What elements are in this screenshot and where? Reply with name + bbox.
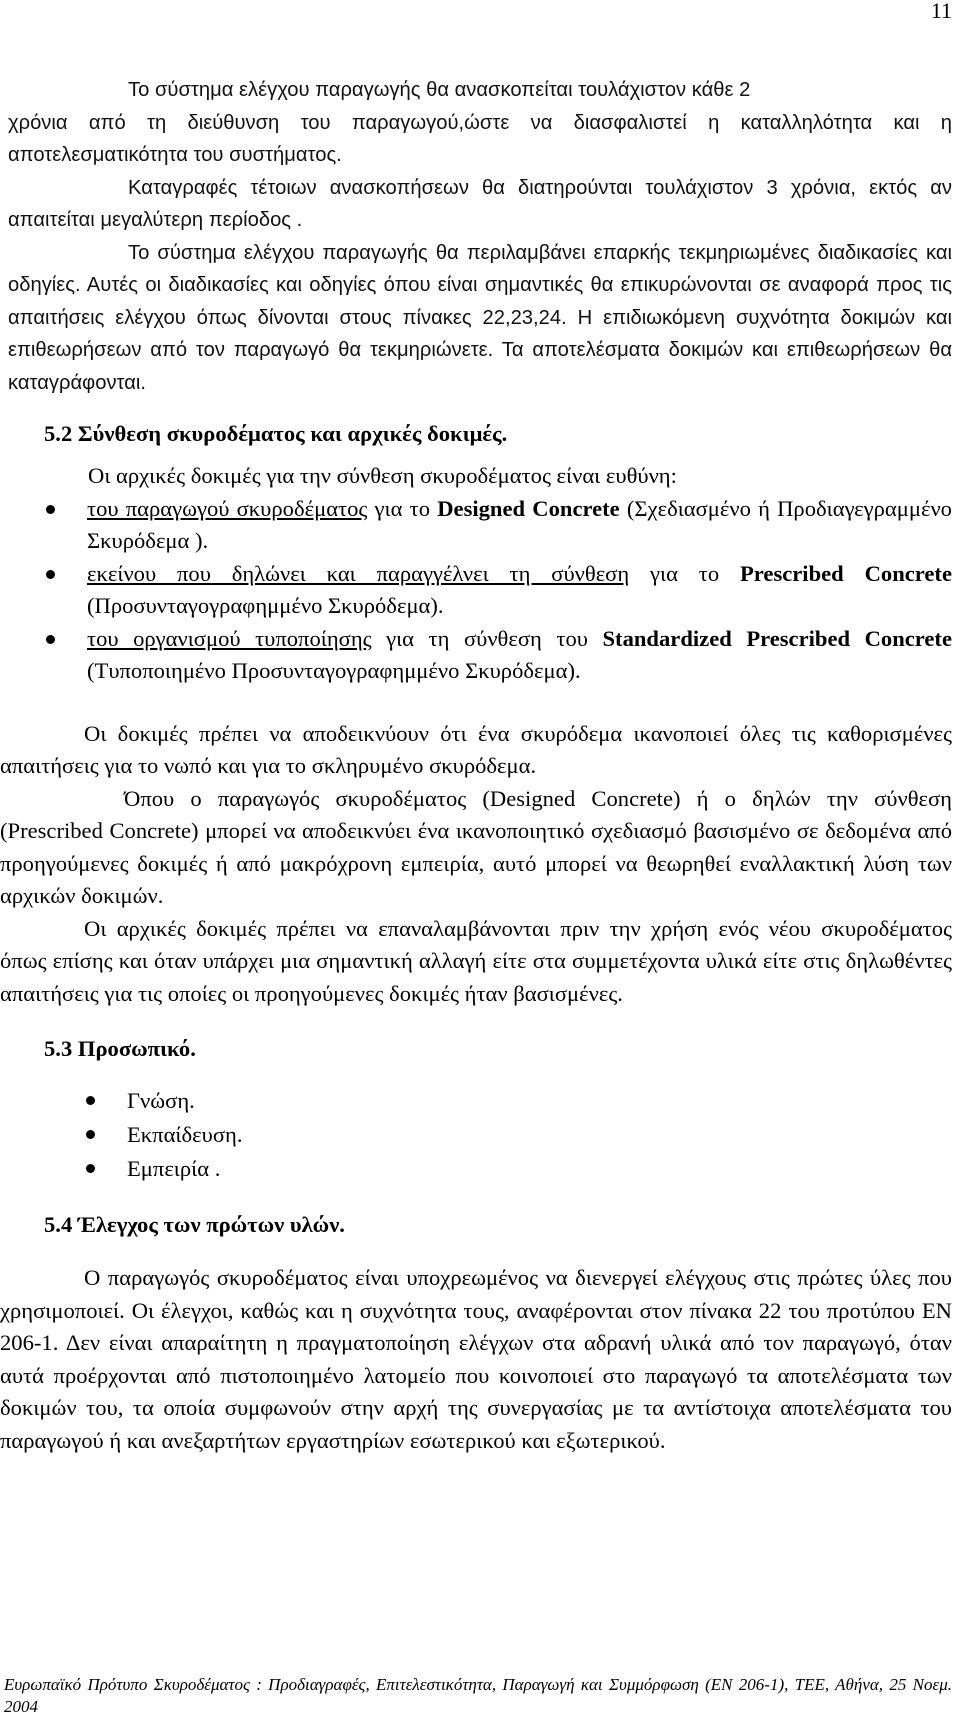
heading-5-4: 5.4 Έλεγχος των πρώτων υλών. [44,1212,345,1237]
review-first-line: Το σύστημα ελέγχου παραγωγής θα ανασκοπείται τουλάχιστον κάθε 2 [128,79,751,101]
paragraph-review [0,74,952,172]
responsible-party: του οργανισμού τυποποίησης [87,625,372,651]
responsible-party: του παραγωγού σκυροδέματος [87,495,368,521]
list-item [0,1084,952,1118]
paragraph-procedures: Το σύστημα ελέγχου παραγωγής θα περιλαμβάνει επαρκής τεκμηριωμένες διαδικασίες και οδηγίες. Αυτές οι διαδικασίες και οδηγίες όπου είναι σημαντικές θα επικυρώνονται σε αναφορά προς τις απαιτήσεις ελέγχου όπως δίνονται στους πίνακες 22,23,24. Η επιδιωκόμενη συχνότητα δοκιμών και επιθεωρήσεων από τον παραγωγό θα τεκμηριώνετε. Τα αποτελέσματα δοκιμών και επιθεωρήσεων θα καταγράφονται. [8,241,952,394]
list-item [0,1118,952,1152]
bullet-icon [86,1164,95,1173]
list-item [0,623,952,688]
concrete-type: Standardized Prescribed Concrete [602,625,952,651]
list-item-text: (Τυποποιημένο Προσυνταγογραφημμένο Σκυρόδεμα). [87,658,581,683]
list-item [0,493,952,558]
footer-citation: Ευρωπαϊκό Πρότυπο Σκυροδέματος : Προδιαγραφές, Επιτελεστικότητα, Παραγωγή και Συμμόρφωση (ΕΝ 206-1), ΤΕΕ, Αθήνα, 25 Νοεμ. 2004 [4,1675,952,1716]
list-item [0,1152,952,1186]
paragraph-tests-requirements: Οι δοκιμές πρέπει να αποδεικνύουν ότι ένα σκυρόδεμα ικανοποιεί όλες τις καθορισμένες απαιτήσεις για το νωπό και για το σκληρυμένο σκυρόδεμα. [0,720,952,778]
concrete-type: Designed Concrete [437,495,620,521]
heading-5-2: 5.2 Σύνθεση σκυροδέματος και αρχικές δοκιμές. [44,421,508,446]
list-item-text: (Σχεδιασμένο ή Προδιαγεγραμμένο Σκυρόδεμα ). [87,495,952,553]
page-number: 11 [930,0,952,23]
paragraph-raw-materials: Ο παραγωγός σκυροδέματος είναι υποχρεωμένος να διενεργεί ελέγχους στις πρώτες ύλες που χρησιμοποιεί. Οι έλεγχοι, καθώς και η συχνότητα τους, αναφέρονται στον πίνακα 22 του προτύπου ΕΝ 206-1. Δεν είναι απαραίτητη η πραγματοποίηση ελέγχων στα αδρανή υλικά από τον παραγωγό, όταν αυτά προέρχονται από πιστοποιημένο λατομείο που κοινοποιεί στο παραγωγό τα αποτελέσματα των δοκιμών του, τα οποία συμφωνούν στην αρχή της συνεργασίας με τα αντίστοιχα αποτελέσματα του παραγωγού ή και ανεξαρτήτων εργαστηρίων εσωτερικού και εξωτερικού. [0,1265,952,1453]
bullet-icon [86,1096,95,1105]
concrete-type: Prescribed Concrete [740,560,952,586]
list-item-text: Εμπειρία . [127,1156,221,1181]
list-item [0,558,952,623]
page-body [0,74,952,1457]
paragraph-repeat-tests: Οι αρχικές δοκιμές πρέπει να επαναλαμβάνονται πριν την χρήση ενός νέου σκυροδέματος όπως επίσης και όταν υπάρχει μια σημαντική αλλαγή είτε στα συμμετέχοντα υλικά είτε στις δηλωθέντες απαιτήσεις για τις οποίες οι προηγούμενες δοκιμές ήταν βασισμένες. [0,915,952,1006]
bullet-icon [46,570,55,579]
list-item-text: για τη σύνθεση του [371,625,603,651]
bullet-icon [86,1130,95,1139]
list-item-text: για το [629,560,740,586]
bullet-icon [46,505,55,514]
list-item-text: Γνώση. [127,1088,195,1113]
paragraph-records: Καταγραφές τέτοιων ανασκοπήσεων θα διατηρούνται τουλάχιστον 3 χρόνια, εκτός αν απαιτείται μεγαλύτερη περίοδος . [8,176,952,231]
responsibility-list [0,493,952,688]
list-item-text: Εκπαίδευση. [127,1122,243,1147]
responsible-party: εκείνου που δηλώνει και παραγγέλνει τη σύνθεση [87,560,630,586]
paragraph-initial-tests-intro: Οι αρχικές δοκιμές για την σύνθεση σκυροδέματος είναι ευθύνη: [88,463,677,488]
review-continuation: χρόνια από τη διεύθυνση του παραγωγού,ώστε να διασφαλιστεί η καταλληλότητα και η αποτελεσματικότητα του συστήματος. [8,111,952,166]
list-item-text: (Προσυνταγογραφημμένο Σκυρόδεμα). [87,593,444,618]
paragraph-alternative: Όπου ο παραγωγός σκυροδέματος (Designed Concrete) ή ο δηλών την σύνθεση (Prescribed Concrete) μπορεί να αποδεικνύει ένα ικανοποιητικό σχεδιασμό βασισμένο σε δεδομένα από προηγούμενες δοκιμές ή από μακρόχρονη εμπειρία, αυτό μπορεί να θεωρηθεί εναλλακτική λύση των αρχικών δοκιμών. [0,785,952,908]
list-item-text: για το [367,495,438,521]
heading-5-3: 5.3 Προσωπικό. [44,1036,196,1061]
bullet-icon [46,635,55,644]
personnel-list [0,1084,952,1186]
